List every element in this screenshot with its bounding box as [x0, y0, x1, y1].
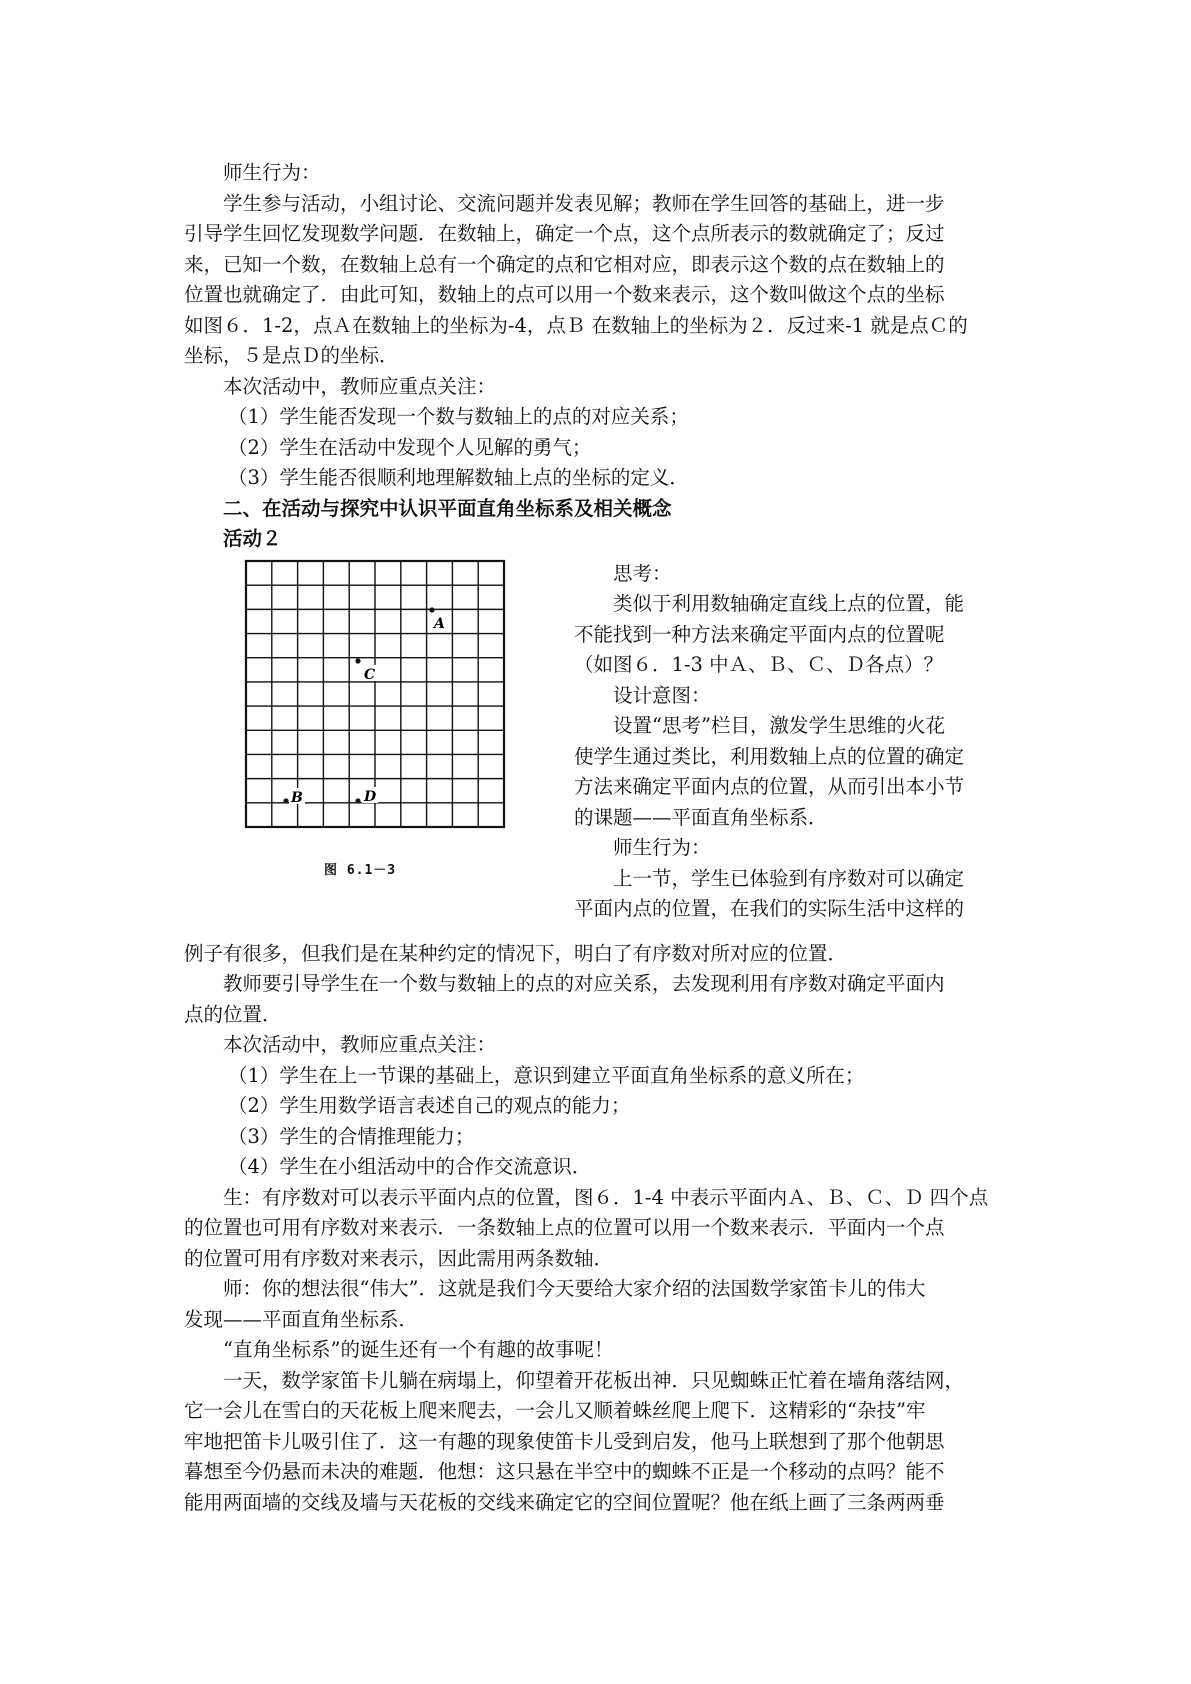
para3-line-1: 的位置也可用有序数对来表示．一条数轴上点的位置可以用一个数来表示．平面内一个点: [184, 1216, 945, 1239]
para3-line-4: 发现——平面直角坐标系．: [184, 1307, 419, 1331]
para1-line-5: 坐标，５是点Ｄ的坐标．: [184, 344, 399, 367]
point-c-dot: [355, 658, 360, 663]
para1-line-2: 来，已知一个数，在数轴上总有一个确定的点和它相对应，即表示这个数的点在数轴上的: [184, 252, 945, 276]
focus2-item-1: （2）学生用数学语言表述自己的观点的能力；: [228, 1094, 631, 1117]
para3-line-7: 它一会儿在雪白的天花板上爬来爬去，一会儿又顺着蛛丝爬上爬下．这精彩的“杂技”牢: [184, 1399, 926, 1422]
side-line-6: 使学生通过类比，利用数轴上点的位置的确定: [574, 744, 965, 768]
grid-diagram: [244, 559, 514, 834]
focus2-item-2: （3）学生的合情推理能力；: [228, 1124, 475, 1148]
side-line-8: 的课题——平面直角坐标系．: [574, 805, 828, 829]
focus1-title: 本次活动中，教师应重点关注：: [223, 374, 497, 398]
side-line-1: 类似于利用数轴确定直线上点的位置，能: [613, 592, 965, 615]
focus2-title: 本次活动中，教师应重点关注：: [223, 1033, 497, 1056]
focus1-item-0: （1）学生能否发现一个数与数轴上的点的对应关系；: [228, 405, 689, 428]
side-text: [574, 559, 1004, 925]
para1-line-0: 学生参与活动，小组讨论、交流问题并发表见解；教师在学生回答的基础上，进一步: [223, 191, 945, 215]
point-a-dot: [429, 607, 434, 612]
side-line-5: 设置“思考”栏目，激发学生思维的火花: [613, 714, 945, 737]
para3-line-3: 师：你的想法很“伟大”．这就是我们今天要给大家介绍的法国数学家笛卡儿的伟大: [223, 1277, 926, 1300]
point-c-label: C: [364, 666, 376, 683]
figure-area: [184, 559, 1014, 939]
para3-line-9: 暮想至今仍悬而未决的难题．他想：这只悬在半空中的蜘蛛不正是一个移动的点吗？能不: [184, 1460, 945, 1483]
point-d-dot: [355, 798, 360, 803]
side-line-9: 师生行为：: [613, 836, 711, 859]
para3-line-0: 生：有序数对可以表示平面内点的位置，图６．1-4 中表示平面内Ａ、Ｂ、Ｃ、Ｄ 四个点: [223, 1185, 989, 1209]
focus1-item-1: （2）学生在活动中发现个人见解的勇气；: [228, 435, 592, 459]
side-line-4: 设计意图：: [613, 683, 711, 707]
para2-line-0: 例子有很多，但我们是在某种约定的情况下，明白了有序数对所对应的位置．: [184, 941, 848, 965]
point-b-label: B: [291, 789, 303, 806]
section2-heading: 二、在活动与探究中认识平面直角坐标系及相关概念: [223, 496, 672, 520]
para2-line-1: 教师要引导学生在一个数与数轴上的点的对应关系，去发现利用有序数对确定平面内: [223, 972, 945, 995]
point-b-dot: [283, 798, 288, 803]
para1-line-3: 位置也就确定了．由此可知，数轴上的点可以用一个数来表示，这个数叫做这个点的坐标: [184, 283, 945, 306]
document-page: [184, 158, 1014, 1518]
side-line-0: 思考：: [613, 561, 672, 585]
side-line-7: 方法来确定平面内点的位置，从而引出本小节: [574, 775, 965, 798]
point-d-label: D: [364, 788, 377, 805]
focus2-item-3: （4）学生在小组活动中的合作交流意识．: [228, 1155, 592, 1178]
para3-line-6: 一天，数学家笛卡儿躺在病塌上，仰望着开花板出神．只见蜘蛛正忙着在墙角落结网，: [223, 1368, 965, 1392]
side-line-11: 平面内点的位置，在我们的实际生活中这样的: [574, 897, 965, 920]
focus2-item-0: （1）学生在上一节课的基础上，意识到建立平面直角坐标系的意义所在；: [228, 1063, 865, 1087]
para3-line-5: “直角坐标系”的诞生还有一个有趣的故事呢！: [223, 1338, 614, 1361]
para3-line-10: 能用两面墙的交线及墙与天花板的交线来确定它的空间位置呢？他在纸上画了三条两两垂: [184, 1490, 945, 1514]
side-line-3: （如图６．1-3 中Ａ、Ｂ、Ｃ、Ｄ各点）？: [574, 653, 944, 676]
para1-title: 师生行为：: [223, 161, 321, 184]
para2-line-2: 点的位置．: [184, 1002, 282, 1026]
activity-label: 活动２: [223, 527, 282, 550]
grid-figure: [244, 559, 514, 838]
figure-caption: 图 6.1－3: [324, 862, 397, 878]
focus1-item-2: （3）学生能否很顺利地理解数轴上点的坐标的定义．: [228, 466, 689, 489]
point-a-label: A: [434, 615, 445, 632]
side-line-10: 上一节，学生已体验到有序数对可以确定: [613, 866, 965, 890]
side-line-2: 不能找到一种方法来确定平面内点的位置呢: [574, 622, 945, 646]
para1-line-1: 引导学生回忆发现数学问题．在数轴上，确定一个点，这个点所表示的数就确定了；反过: [184, 222, 945, 245]
para1-line-4: 如图６．1-2，点Ａ在数轴上的坐标为-4，点Ｂ 在数轴上的坐标为２．反过来-1 就是点Ｃ的: [184, 313, 968, 337]
para3-line-2: 的位置可用有序数对来表示，因此需用两条数轴．: [184, 1246, 614, 1270]
para3-line-8: 牢地把笛卡儿吸引住了．这一有趣的现象使笛卡儿受到启发，他马上联想到了那个他朝思: [184, 1429, 945, 1453]
